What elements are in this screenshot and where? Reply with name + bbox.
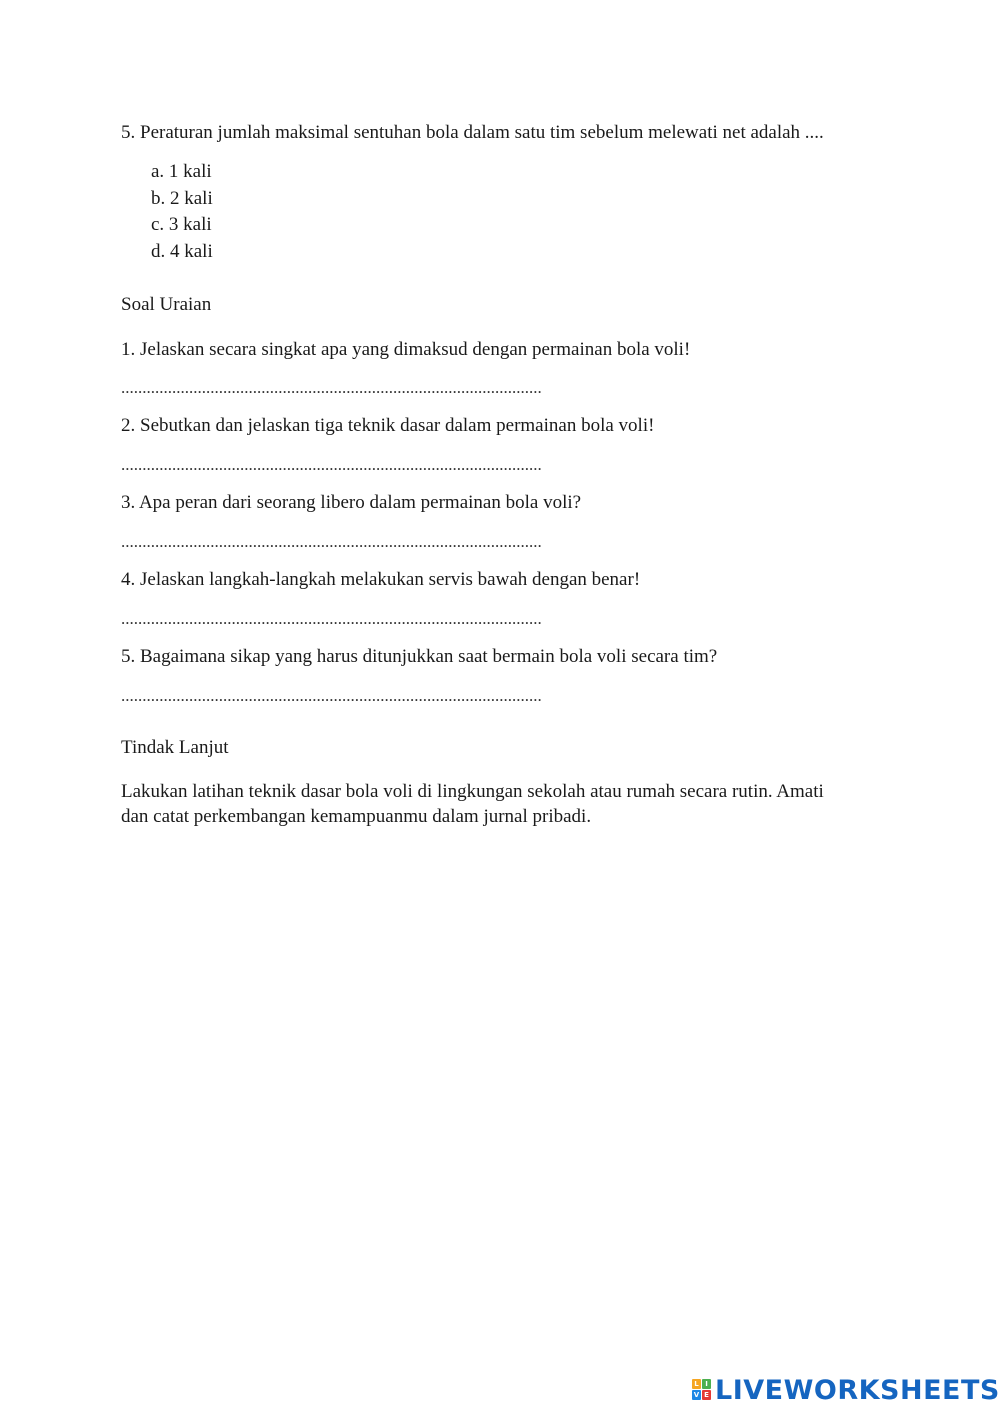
question-5-text: 5. Peraturan jumlah maksimal sentuhan bola dalam satu tim sebelum melewati net adalah .... [121,122,824,143]
essay-question-3: 3. Apa peran dari seorang libero dalam permainan bola voli? [121,492,582,513]
followup-line-1: Lakukan latihan teknik dasar bola voli di lingkungan sekolah atau rumah secara rutin. Amati [121,781,824,802]
answer-line-2[interactable]: ................................................................................................... [121,455,542,474]
liveworksheets-icon [692,1379,712,1401]
answer-line-5[interactable]: ................................................................................................... [121,686,542,705]
option-d: d. 4 kali [151,241,213,262]
answer-line-1[interactable]: ................................................................................................... [121,378,542,397]
answer-line-4[interactable]: ................................................................................................... [121,609,542,628]
logo-tile-v: V [693,1391,700,1399]
essay-heading: Soal Uraian [121,294,212,315]
followup-heading: Tindak Lanjut [121,737,229,758]
logo-tile-e: E [702,1390,711,1400]
answer-line-3[interactable]: ................................................................................................... [121,532,542,551]
option-a: a. 1 kali [151,161,212,182]
essay-question-2: 2. Sebutkan dan jelaskan tiga teknik dasar dalam permainan bola voli! [121,415,655,436]
option-b: b. 2 kali [151,188,213,209]
essay-question-1: 1. Jelaskan secara singkat apa yang dimaksud dengan permainan bola voli! [121,339,691,360]
essay-question-5: 5. Bagaimana sikap yang harus ditunjukkan saat bermain bola voli secara tim? [121,646,718,667]
liveworksheets-wordmark: LIVEWORKSHEETS [715,1374,1000,1406]
essay-question-4: 4. Jelaskan langkah-langkah melakukan servis bawah dengan benar! [121,569,641,590]
liveworksheets-logo [692,1374,1000,1406]
logo-tile-i: I [702,1379,711,1389]
followup-line-2: dan catat perkembangan kemampuanmu dalam jurnal pribadi. [121,806,592,827]
logo-tile-l: L [692,1379,701,1389]
option-c: c. 3 kali [151,214,212,235]
followup-paragraph [121,779,881,829]
